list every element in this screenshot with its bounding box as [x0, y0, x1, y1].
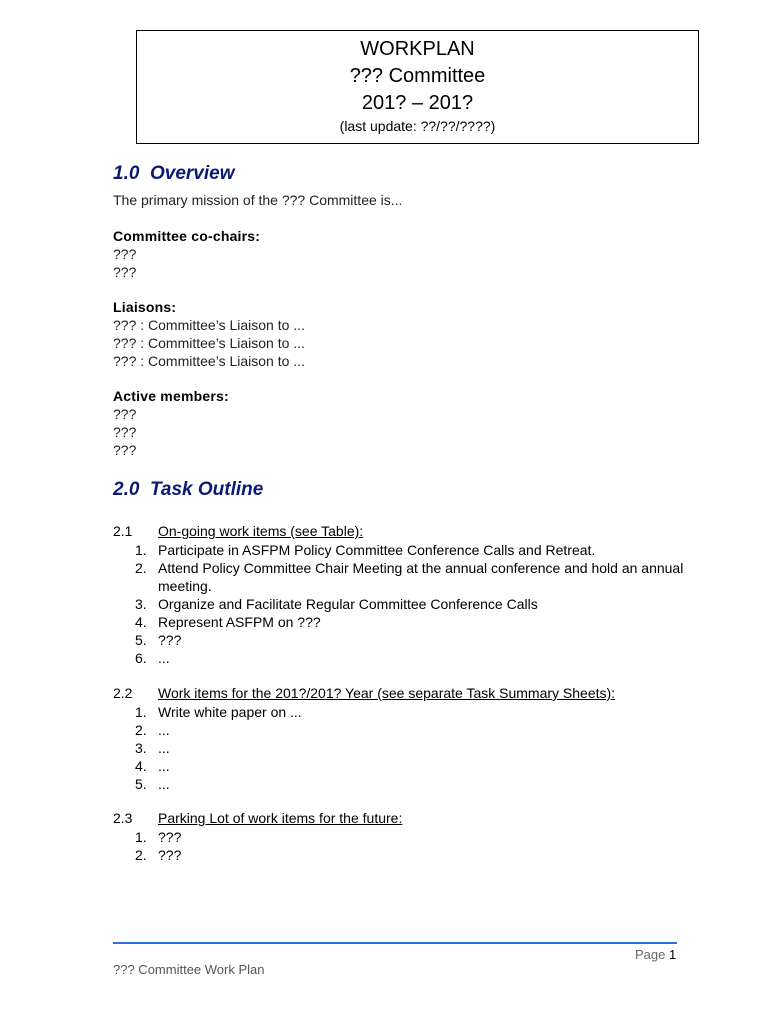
overview-heading	[113, 163, 235, 185]
year-range: 201? – 201?	[361, 92, 474, 114]
members-label: Active members:	[113, 388, 229, 404]
item-number: 1.	[135, 829, 147, 845]
item-text: ...	[158, 776, 170, 792]
item-number: 2.	[135, 847, 147, 863]
page-indicator	[635, 947, 676, 962]
last-update: (last update: ??/??/????)	[339, 118, 496, 134]
item-number: 4.	[135, 614, 147, 630]
item-number: 1.	[135, 704, 147, 720]
member-name: ???	[113, 442, 137, 458]
list-item	[113, 846, 718, 864]
liaisons-section	[113, 298, 305, 370]
item-number: 5.	[135, 632, 147, 648]
liaison-entry: ??? : Committee’s Liaison to ...	[113, 353, 305, 369]
parking-lot-list	[113, 828, 718, 864]
subsection-number: 2.3	[113, 810, 133, 826]
list-item	[113, 703, 718, 721]
page-label: Page	[635, 947, 666, 962]
member-name: ???	[113, 406, 137, 422]
doc-title: WORKPLAN	[360, 38, 475, 60]
list-item	[113, 631, 718, 649]
item-number: 3.	[135, 740, 147, 756]
task-outline-heading	[113, 479, 263, 501]
subsection-heading	[113, 523, 363, 539]
item-text: Attend Policy Committee Chair Meeting at the annual conference and hold an annual meeting.	[158, 560, 684, 594]
member-name: ???	[113, 424, 137, 440]
list-item	[113, 757, 718, 775]
task-outline-number: 2.0	[113, 479, 140, 500]
item-text: Participate in ASFPM Policy Committee Conference Calls and Retreat.	[158, 542, 596, 558]
item-text: ???	[158, 847, 182, 863]
list-item	[113, 721, 718, 739]
item-number: 4.	[135, 758, 147, 774]
list-item	[113, 595, 718, 613]
item-number: 3.	[135, 596, 147, 612]
mission-text: The primary mission of the ??? Committee is...	[113, 192, 403, 208]
ongoing-items-list	[113, 541, 718, 667]
item-number: 2.	[135, 560, 147, 576]
list-item	[113, 541, 718, 559]
subsection-title: Work items for the 201?/201? Year (see separate Task Summary Sheets):	[158, 685, 616, 701]
item-number: 1.	[135, 542, 147, 558]
list-item	[113, 828, 718, 846]
liaisons-label: Liaisons:	[113, 299, 177, 315]
cochairs-label: Committee co-chairs:	[113, 228, 261, 244]
item-text: ...	[158, 758, 170, 774]
list-item	[113, 739, 718, 757]
footer-divider	[113, 942, 677, 944]
cochair-name: ???	[113, 264, 137, 280]
members-section	[113, 387, 229, 459]
list-item	[113, 649, 718, 667]
subsection-heading	[113, 685, 615, 701]
footer-doc-name: ??? Committee Work Plan	[113, 962, 265, 977]
item-text: ...	[158, 740, 170, 756]
item-text: Represent ASFPM on ???	[158, 614, 321, 630]
list-item	[113, 613, 718, 631]
subsection-heading	[113, 810, 402, 826]
item-number: 5.	[135, 776, 147, 792]
cochairs-section	[113, 227, 260, 281]
item-text: ???	[158, 632, 182, 648]
item-text: Write white paper on ...	[158, 704, 302, 720]
subsection-number: 2.2	[113, 685, 133, 701]
page-number: 1	[669, 947, 677, 962]
overview-title: Overview	[150, 163, 235, 184]
item-number: 6.	[135, 650, 147, 666]
title-box	[136, 30, 699, 144]
item-text: ...	[158, 722, 170, 738]
subsection-number: 2.1	[113, 523, 133, 539]
item-text: ???	[158, 829, 182, 845]
cochair-name: ???	[113, 246, 137, 262]
item-text: Organize and Facilitate Regular Committee Conference Calls	[158, 596, 538, 612]
subsection-title: On-going work items (see Table):	[158, 523, 364, 539]
liaison-entry: ??? : Committee’s Liaison to ...	[113, 335, 305, 351]
overview-number: 1.0	[113, 163, 140, 184]
subsection-title: Parking Lot of work items for the future:	[158, 810, 403, 826]
item-text: ...	[158, 650, 170, 666]
year-items-list	[113, 703, 718, 793]
task-outline-title: Task Outline	[150, 479, 264, 500]
list-item	[113, 775, 718, 793]
committee-name: ??? Committee	[349, 65, 486, 87]
liaison-entry: ??? : Committee’s Liaison to ...	[113, 317, 305, 333]
list-item	[113, 559, 718, 595]
item-number: 2.	[135, 722, 147, 738]
